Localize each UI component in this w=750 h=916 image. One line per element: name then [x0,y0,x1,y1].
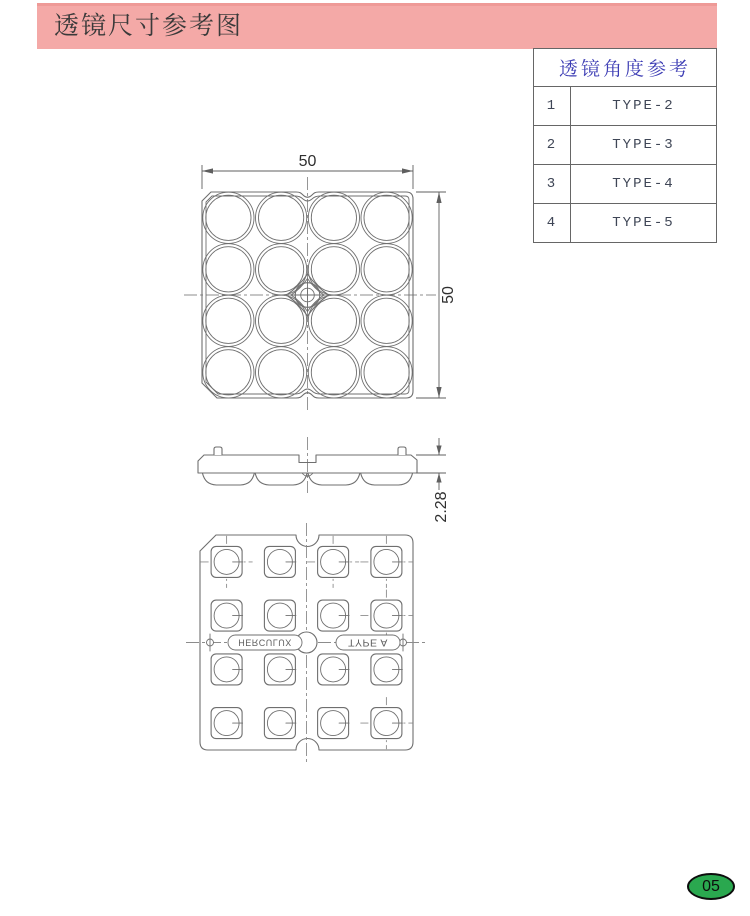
header-banner [37,3,717,49]
thickness-dimension: 2.28 [433,491,450,523]
brand-mold-text: HERCULUX [238,637,292,648]
angle-table-header: 透镜角度参考 [534,49,716,87]
lens-bottom-view-drawing [150,515,470,775]
lens-circle [308,295,359,346]
row-type: TYPE-4 [571,165,716,204]
lens-circle-inner [364,247,409,292]
lens-circle [256,244,307,295]
type-mold-text: TYPE A [348,636,388,649]
lens-dome [308,473,360,485]
lens-circle-inner [364,298,409,343]
mount-tab [398,447,406,455]
row-index: 4 [534,204,571,242]
mount-tab [214,447,222,455]
lens-circle [256,295,307,346]
row-type: TYPE-2 [571,87,716,126]
dimension-lines [416,438,446,490]
lens-circle-inner [364,350,409,395]
lens-circle [203,244,254,295]
lens-circle-inner [311,247,356,292]
row-index: 2 [534,126,571,165]
center-screw-boss [287,274,329,316]
page-number: 05 [702,877,720,895]
top-view-width-dimension: 50 [298,153,317,170]
top-view-height-dimension: 50 [440,286,457,304]
row-type: TYPE-3 [571,126,716,165]
lens-circle [256,192,307,243]
row-type: TYPE-5 [612,215,675,231]
lens-circle [203,347,254,398]
row-index: 1 [534,87,571,126]
lens-circle-inner [311,298,356,343]
lens-circle [308,244,359,295]
lens-circle [203,295,254,346]
row-index: 3 [534,165,571,204]
lens-circle-inner [206,247,251,292]
lens-circle [361,295,412,346]
lens-circle [308,192,359,243]
angle-reference-table [533,48,717,243]
lens-circle-inner [364,195,409,240]
lens-circle [308,347,359,398]
lens-circle [361,192,412,243]
lens-circle-inner [311,350,356,395]
lens-circle-inner [259,247,304,292]
lens-circle [361,347,412,398]
lens-circle-inner [259,195,304,240]
lens-dome [255,473,307,485]
lens-circle-inner [259,298,304,343]
lens-circle-inner [206,195,251,240]
lens-circle [256,347,307,398]
lens-circle [361,244,412,295]
lens-circle-inner [311,195,356,240]
lens-dome [202,473,254,485]
lens-circle [203,192,254,243]
lens-circle-inner [259,350,304,395]
lens-circle-inner [206,298,251,343]
lens-dome [361,473,413,485]
page-title: 透镜尺寸参考图 [54,13,244,40]
page-number-badge [687,873,735,900]
lens-circle-inner [206,350,251,395]
lens-top-view-drawing [150,140,470,440]
